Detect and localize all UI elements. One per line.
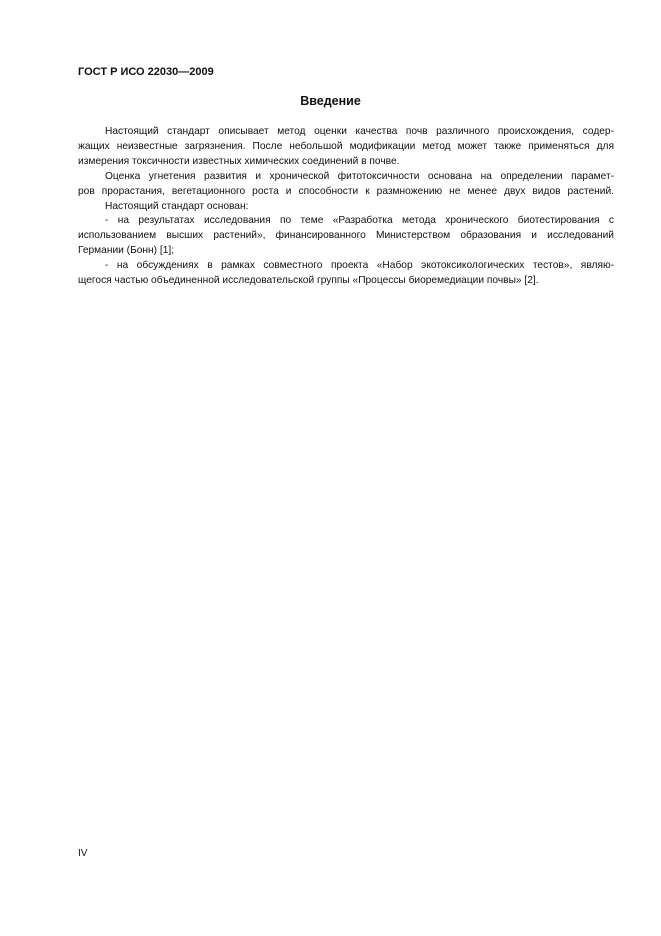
text-line: Настоящий стандарт описывает метод оценки качества почв различного происхождения, содер- bbox=[105, 126, 614, 137]
introduction-body bbox=[78, 125, 614, 289]
section-title: Введение bbox=[300, 94, 361, 108]
text-line: Настоящий стандарт основан: bbox=[105, 200, 249, 212]
text-line: ров прорастания, вегетационного роста и способности к размножению не менее двух видов растений. bbox=[78, 185, 614, 197]
list-item-line: Германии (Бонн) [1]; bbox=[78, 245, 175, 257]
list-item-line: щегося частью объединенной исследовательской группы «Процессы биоремедиации почвы» [2]. bbox=[78, 275, 539, 287]
text-line: жащих неизвестные загрязнения. После небольшой модификации метод может также применяться для bbox=[78, 140, 614, 152]
text-line: Оценка угнетения развития и хронической фитотоксичности основана на определении парамет- bbox=[105, 170, 614, 182]
list-item-line: - на обсуждениях в рамках совместного проекта «Набор экотоксикологических тестов», являю- bbox=[105, 260, 614, 272]
list-item-line: - на результатах исследования по теме «Разработка метода хронического биотестирования с bbox=[105, 215, 614, 227]
page-number: IV bbox=[78, 848, 88, 859]
list-item-line: использованием высших растений», финансированного Министерством образования и исследований bbox=[78, 230, 614, 242]
document-header: ГОСТ Р ИСО 22030—2009 bbox=[78, 66, 214, 78]
text-line: измерения токсичности известных химических соединений в почве. bbox=[78, 155, 400, 167]
